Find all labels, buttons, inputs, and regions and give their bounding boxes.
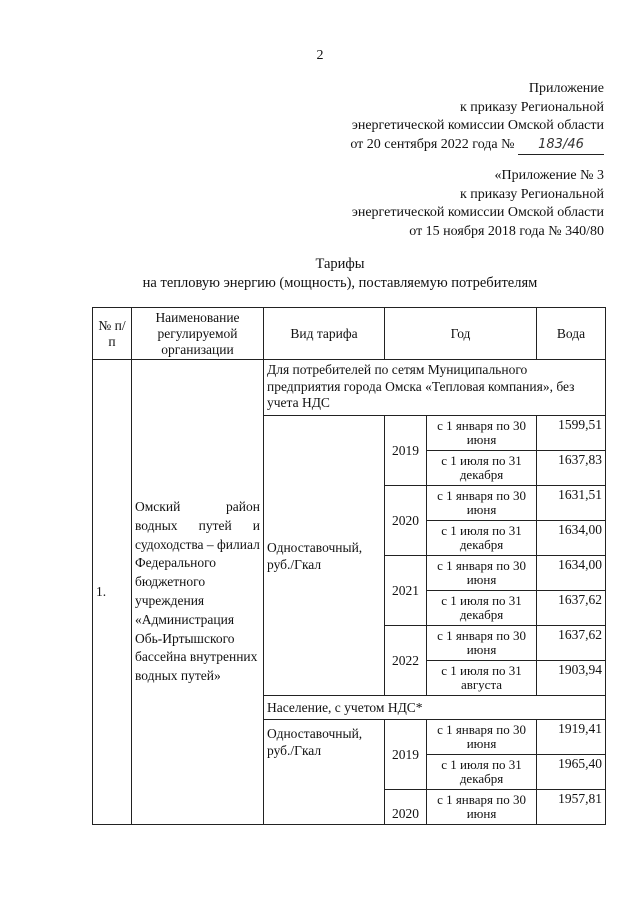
tariff-type: Одноставочный, руб./Гкал xyxy=(264,720,385,825)
row-number: 1. xyxy=(93,360,132,825)
document-title: Тарифы xyxy=(315,256,365,272)
header-date: от 20 сентября 2022 года № xyxy=(350,136,515,152)
appendix-header xyxy=(352,167,604,241)
header-line: энергетической комиссии Омской области xyxy=(351,205,604,220)
table-header-row xyxy=(93,308,606,360)
year-cell: 2019 xyxy=(385,416,427,486)
year-cell: 2020 xyxy=(385,790,427,825)
year-cell: 2019 xyxy=(385,720,427,790)
handwritten-order-number: 183/46 xyxy=(518,136,604,156)
value-cell: 1637,62 xyxy=(537,626,606,661)
table-row xyxy=(93,360,606,416)
value-cell: 1631,51 xyxy=(537,486,606,521)
period-cell: с 1 июля по 31 декабря xyxy=(427,521,537,556)
value-cell: 1965,40 xyxy=(537,755,606,790)
header-line: к приказу Региональной xyxy=(459,99,604,115)
tariff-table xyxy=(92,307,606,825)
document-subtitle: на тепловую энергию (мощность), поставляемую потребителям xyxy=(142,275,538,291)
period-cell: с 1 июля по 31 декабря xyxy=(427,451,537,486)
org-line: Омский район xyxy=(135,499,260,515)
period-cell: с 1 июля по 31 декабря xyxy=(427,755,537,790)
header-line: «Приложение № 3 xyxy=(494,168,604,183)
period-cell: с 1 января по 30 июня xyxy=(427,416,537,451)
period-cell: с 1 января по 30 июня xyxy=(427,790,537,825)
period-cell: с 1 июля по 31 декабря xyxy=(427,591,537,626)
header-year: Год xyxy=(385,308,537,360)
year-cell: 2021 xyxy=(385,556,427,626)
value-cell: 1637,62 xyxy=(537,591,606,626)
period-cell: с 1 января по 30 июня xyxy=(427,626,537,661)
value-cell: 1634,00 xyxy=(537,556,606,591)
page-number: 2 xyxy=(316,48,324,63)
period-cell: с 1 января по 30 июня xyxy=(427,486,537,521)
header-line: энергетической комиссии Омской области xyxy=(351,118,604,133)
year-cell: 2020 xyxy=(385,486,427,556)
organization-name xyxy=(132,360,264,825)
header-line: к приказу Региональной xyxy=(459,186,604,202)
period-cell: с 1 января по 30 июня xyxy=(427,556,537,591)
header-water: Вода xyxy=(537,308,606,360)
header-type: Вид тарифа xyxy=(264,308,385,360)
section-consumers-label: Для потребителей по сетям Муниципального предприятия города Омска «Тепловая компания», без учета НДС xyxy=(264,360,606,416)
section-population-label: Население, с учетом НДС* xyxy=(264,696,606,720)
org-line: судоходства – филиал Федерального бюджетного учреждения «Администрация Обь-Иртышского бассейна внутренних водных путей» xyxy=(135,536,260,684)
value-cell: 1919,41 xyxy=(537,720,606,755)
value-cell: 1599,51 xyxy=(537,416,606,451)
value-cell: 1637,83 xyxy=(537,451,606,486)
year-cell: 2022 xyxy=(385,626,427,696)
value-cell: 1957,81 xyxy=(537,790,606,825)
order-header xyxy=(350,80,604,155)
period-cell: с 1 января по 30 июня xyxy=(427,720,537,755)
header-date-line xyxy=(350,136,604,156)
header-line: от 15 ноября 2018 года № 340/80 xyxy=(409,223,604,239)
header-num: № п/п xyxy=(93,308,132,360)
value-cell: 1634,00 xyxy=(537,521,606,556)
tariff-type: Одноставочный, руб./Гкал xyxy=(264,416,385,696)
header-line: Приложение xyxy=(528,81,604,96)
header-org: Наименование регулируемой организации xyxy=(132,308,264,360)
period-cell: с 1 июля по 31 августа xyxy=(427,661,537,696)
value-cell: 1903,94 xyxy=(537,661,606,696)
org-line: водных путей и xyxy=(135,517,260,533)
